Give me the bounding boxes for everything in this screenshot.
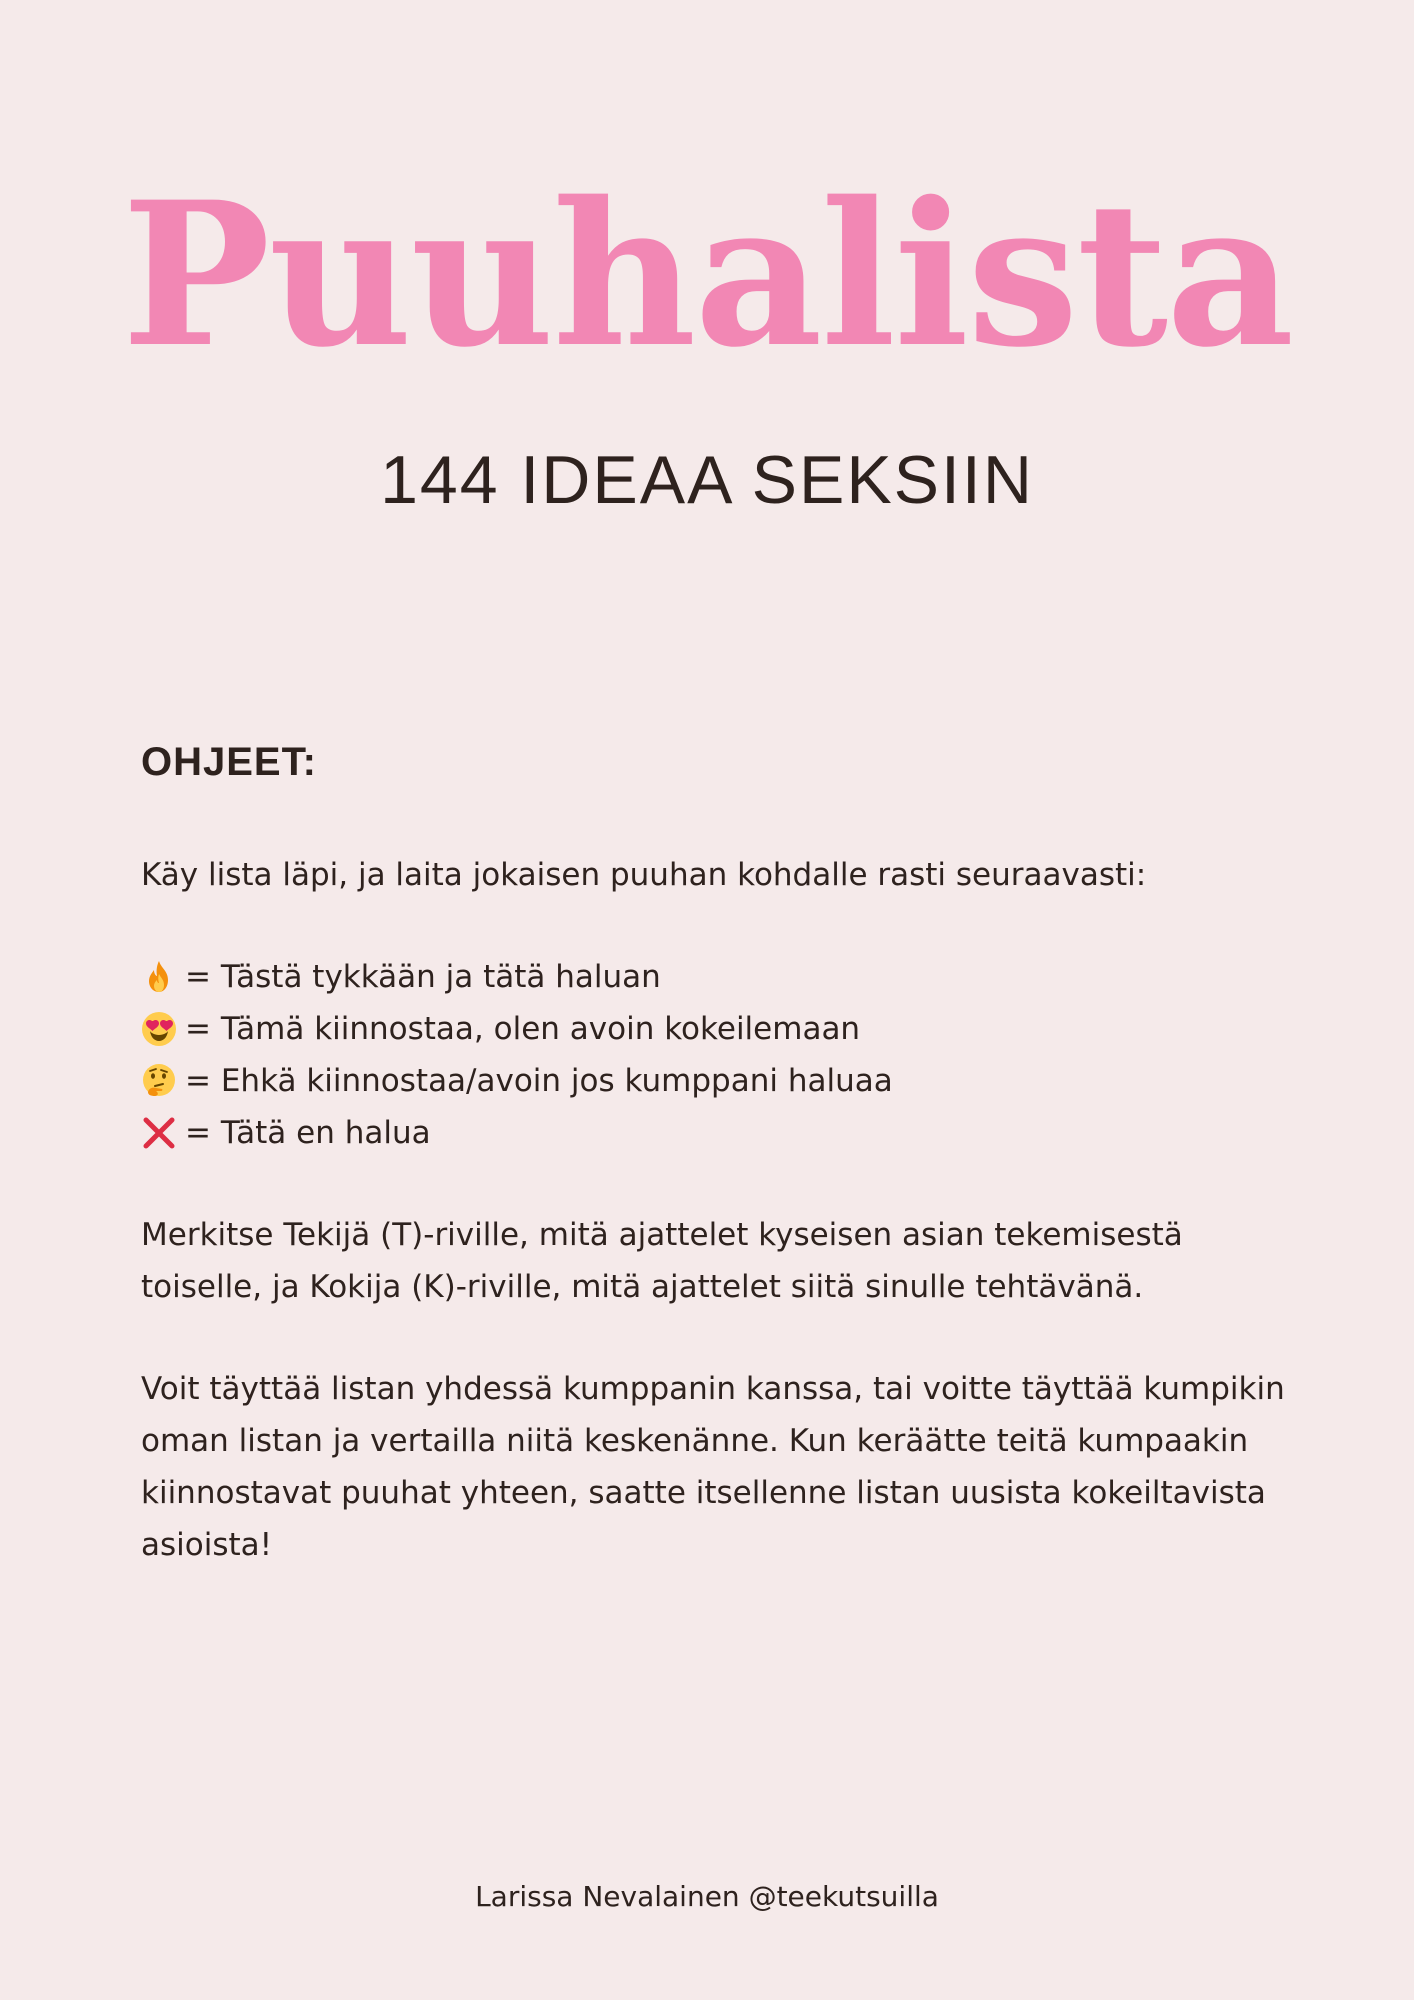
legend-label-cross: = Tätä en halua xyxy=(185,1115,431,1151)
together-paragraph: Voit täyttää listan yhdessä kumppanin kanssa, tai voitte täyttää kumpikin oman listan ja vertailla niitä keskenänne. Kun keräätte teitä kumpaakin kiinnostavat puuhat yhteen, saatte itsellenne listan uusista kokeiltavista asioista! xyxy=(141,1371,1285,1563)
intro-text: Käy lista läpi, ja laita jokaisen puuhan kohdalle rasti seuraavasti: xyxy=(141,857,1147,893)
cross-mark-icon xyxy=(141,1115,177,1151)
legend-label-heart-eyes: = Tämä kiinnostaa, olen avoin kokeilemaan xyxy=(185,1011,861,1047)
roles-paragraph: Merkitse Tekijä (T)-riville, mitä ajattelet kyseisen asian tekemisestä toiselle, ja Kokija (K)-riville, mitä ajattelet siitä sinulle tehtävänä. xyxy=(141,1217,1183,1305)
legend-label-fire: = Tästä tykkään ja tätä haluan xyxy=(185,959,661,995)
page-subtitle: 144 IDEAA SEKSIIN xyxy=(380,442,1034,518)
instructions-content xyxy=(141,849,1291,1571)
legend-list xyxy=(141,951,1291,1159)
legend-item-thinking xyxy=(141,1055,1291,1107)
legend-item-cross xyxy=(141,1107,1291,1159)
heart-eyes-icon xyxy=(141,1011,177,1047)
fire-icon xyxy=(141,959,177,995)
legend-item-fire xyxy=(141,951,1291,1003)
page-title: Puuhalista xyxy=(121,158,1293,391)
legend-item-heart-eyes xyxy=(141,1003,1291,1055)
footer-credit: Larissa Nevalainen @teekutsuilla xyxy=(475,1880,939,1913)
instructions-heading: OHJEET: xyxy=(141,740,317,784)
legend-label-thinking: = Ehkä kiinnostaa/avoin jos kumppani haluaa xyxy=(185,1063,893,1099)
thinking-face-icon xyxy=(141,1063,177,1099)
